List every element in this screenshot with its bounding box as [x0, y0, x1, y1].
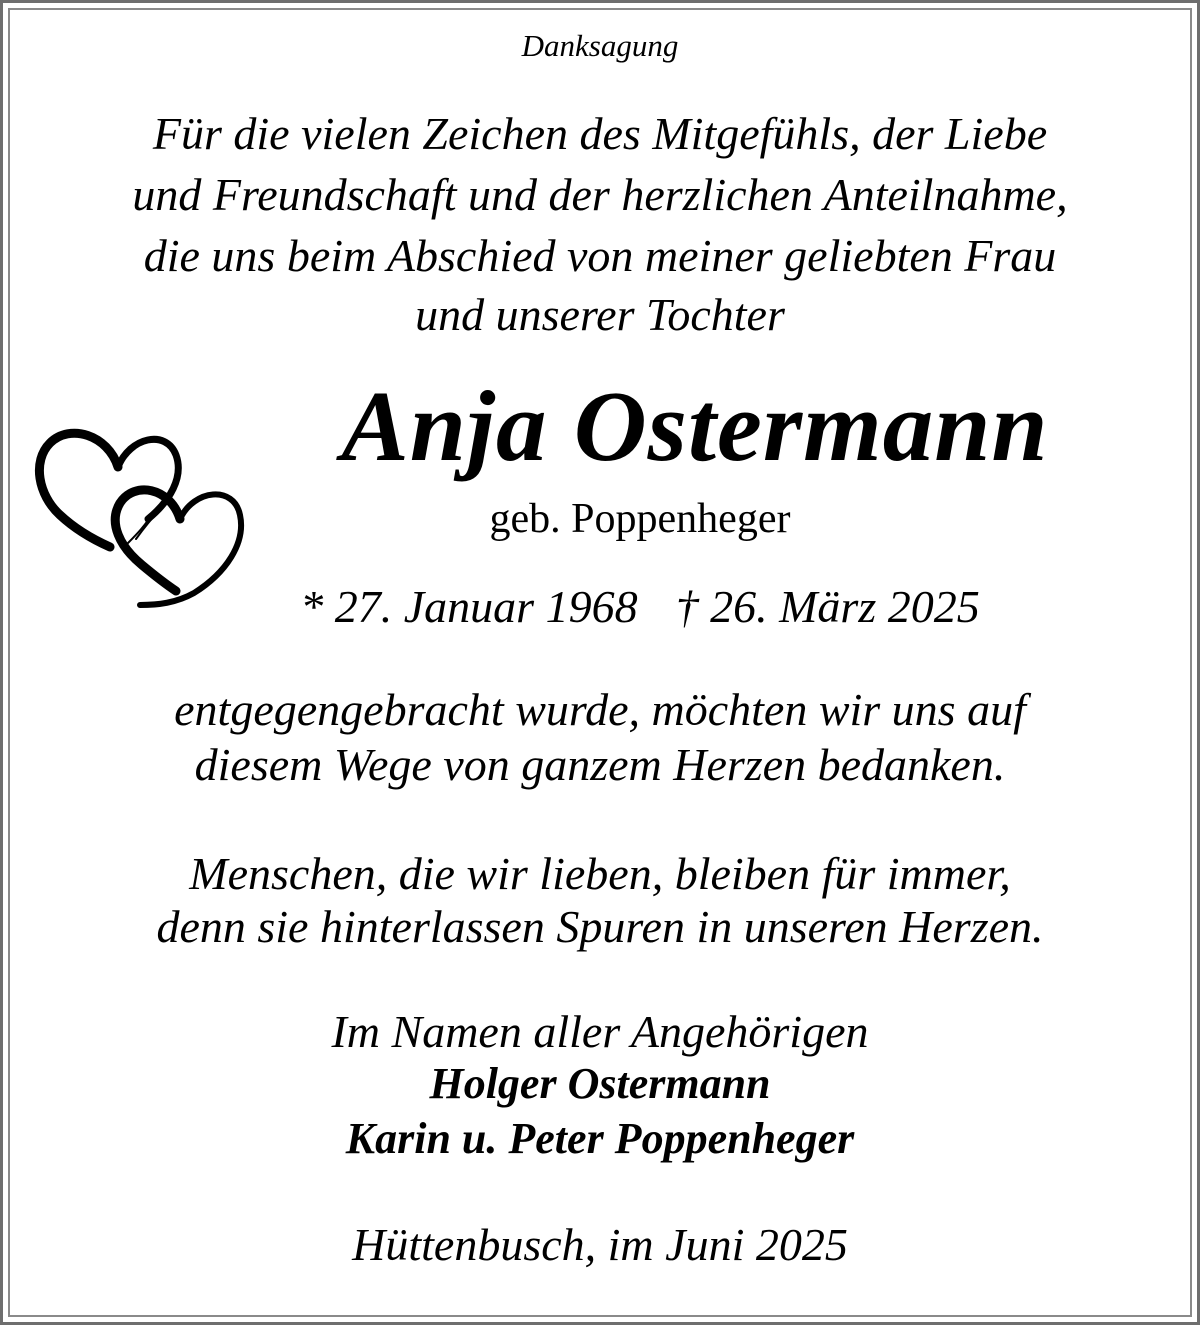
place-date: Hüttenbusch, im Juni 2025	[352, 1219, 848, 1270]
signoff: Im Namen aller Angehörigen	[331, 1006, 869, 1057]
death-date: † 26. März 2025	[675, 581, 980, 632]
intro-line-4: und unserer Tochter	[415, 289, 785, 340]
maiden-name: geb. Poppenheger	[489, 496, 791, 542]
notice-heading: Danksagung	[521, 28, 679, 63]
signatory-1: Holger Ostermann	[429, 1059, 771, 1108]
signatory-2: Karin u. Peter Poppenheger	[345, 1114, 855, 1163]
intro-line-3: die uns beim Abschied von meiner geliebten Frau	[143, 230, 1057, 281]
quote-line-2: denn sie hinterlassen Spuren in unseren Herzen.	[156, 901, 1044, 952]
intro-line-1: Für die vielen Zeichen des Mitgefühls, der Liebe	[152, 108, 1048, 159]
deceased-name: Anja Ostermann	[341, 370, 1049, 482]
intro-line-2: und Freundschaft und der herzlichen Anteilnahme,	[132, 169, 1068, 220]
birth-date: * 27. Januar 1968	[300, 581, 638, 632]
body-line-2: diesem Wege von ganzem Herzen bedanken.	[194, 739, 1006, 790]
life-dates	[40, 580, 1200, 633]
quote-line-1: Menschen, die wir lieben, bleiben für immer,	[189, 848, 1011, 899]
body-line-1: entgegengebracht wurde, möchten wir uns auf	[174, 684, 1026, 735]
